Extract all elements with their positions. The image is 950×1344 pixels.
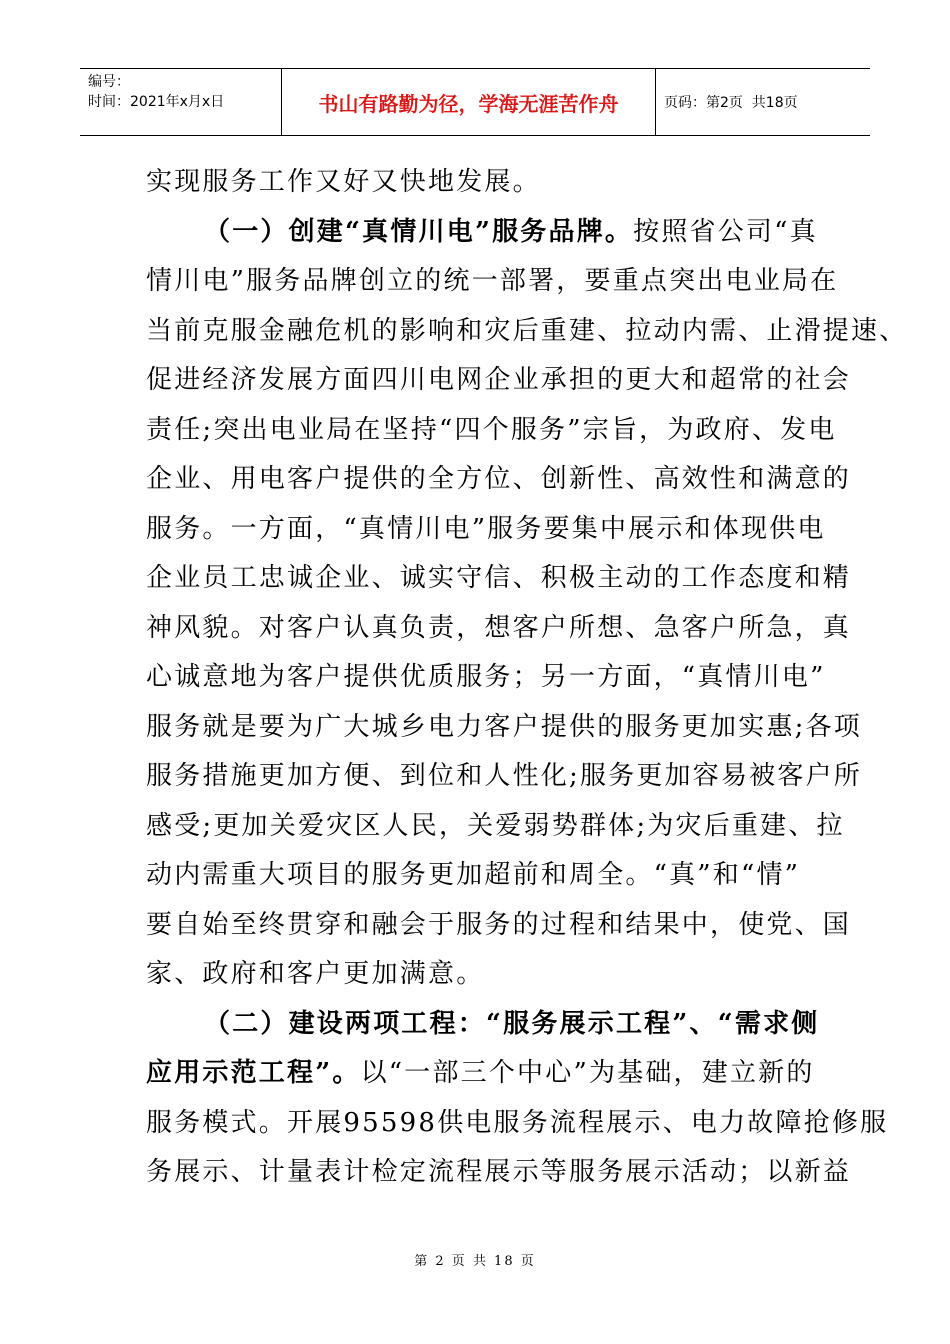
document-body [146, 158, 908, 1198]
body-line: 企业、用电客户提供的全方位、创新性、高效性和满意的 [146, 464, 852, 494]
motto-text: 书山有路勤为径，学海无涯苦作舟 [318, 91, 619, 116]
page-label: 页码：第2页 共18页 [664, 95, 798, 111]
header-table [80, 68, 870, 136]
code-label: 编号： [88, 74, 130, 90]
body-line: 服务模式。开展95598供电服务流程展示、电力故障抢修服 [146, 1107, 889, 1138]
body-line: 服务。一方面，“真情川电”服务要集中展示和体现供电 [146, 513, 826, 544]
header-meta-cell [80, 69, 282, 135]
body-line: 当前克服金融危机的影响和灾后重建、拉动内需、止滑提速、 [146, 315, 908, 346]
page-footer: 第 2 页 共 18 页 [414, 1254, 536, 1269]
body-line: 促进经济发展方面四川电网企业承担的更大和超常的社会 [146, 365, 852, 395]
body-line: 要自始至终贯穿和融会于服务的过程和结果中，使党、国 [146, 909, 852, 940]
body-line: 动内需重大项目的服务更加超前和周全。“真”和“情” [146, 860, 801, 890]
paragraph-1-heading: （一）创建“真情川电”服务品牌。 [204, 216, 634, 247]
paragraph-2-second-line [146, 1049, 826, 1099]
body-line: 务展示、计量表计检定流程展示等服务展示活动；以新益 [146, 1157, 852, 1187]
paragraph-2-heading: （二）建设两项工程：“服务展示工程”、“需求侧 [204, 1008, 820, 1039]
paragraph-1-text: 按照省公司“真 [633, 216, 818, 247]
body-line: 神风貌。对客户认真负责，想客户所想、急客户所急，真 [146, 612, 852, 643]
header-page-cell [656, 69, 870, 135]
body-line: 责任;突出电业局在坚持“四个服务”宗旨，为政府、发电 [146, 414, 837, 445]
header-motto-cell [282, 69, 656, 135]
body-line: 实现服务工作又好又快地发展。 [146, 167, 541, 197]
body-line: 服务措施更加方便、到位和人性化;服务更加容易被客户所 [146, 761, 862, 791]
paragraph-2-first-line [146, 1000, 826, 1050]
paragraph-1-first-line [146, 208, 826, 258]
time-label: 时间：2021年x月x日 [88, 94, 225, 110]
body-line: 感受;更加关爱灾区人民，关爱弱势群体;为灾后重建、拉 [146, 810, 845, 841]
body-line: 企业员工忠诚企业、诚实守信、积极主动的工作态度和精 [146, 563, 852, 593]
paragraph-2-text: 以“一部三个中心”为基础，建立新的 [360, 1058, 815, 1088]
body-line: 家、政府和客户更加满意。 [146, 959, 485, 989]
paragraph-2-heading-cont: 应用示范工程”。 [146, 1058, 361, 1088]
body-line: 情川电”服务品牌创立的统一部署，要重点突出电业局在 [146, 266, 839, 296]
body-line: 心诚意地为客户提供优质服务；另一方面，“真情川电” [146, 662, 826, 692]
body-line: 服务就是要为广大城乡电力客户提供的服务更加实惠;各项 [146, 711, 862, 742]
